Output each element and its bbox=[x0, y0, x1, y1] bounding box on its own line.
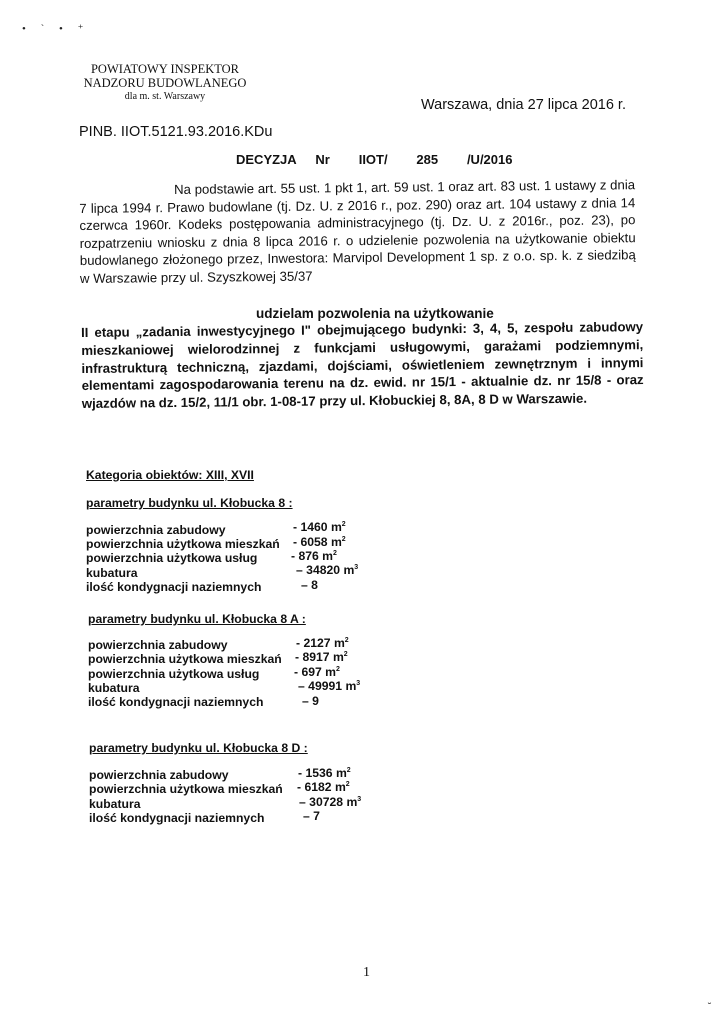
param-label: ilość kondygnacji naziemnych bbox=[88, 695, 264, 709]
scope-text: II etapu „zadania inwestycyjnego I" obejmującego budynki: 3, 4, 5, zespołu zabudowy mieszkaniowej wielorodzinnej z funkcjami usługowymi, garażami podziemnymi, infrastrukturą techniczną, zjazdami, dojściami, oświetleniem zewnętrznym i innymi elementami zagospodarowania terenu na dz. ewid. nr 15/1 - aktualnie dz. nr 15/8 - oraz wjazdów na dz. 15/2, 11/1 obr. 1-08-17 przy ul. Kłobuckiej 8, 8A, 8 D w Warszawie. bbox=[81, 319, 644, 412]
legal-basis-paragraph bbox=[79, 176, 636, 287]
param-label: powierzchnia zabudowy bbox=[89, 768, 229, 782]
page-number: 1 bbox=[363, 965, 370, 980]
param-value: – 8 bbox=[301, 578, 318, 592]
param-unit-exponent: 2 bbox=[343, 650, 348, 658]
authority-line-1: POWIATOWY INSPEKTOR bbox=[90, 62, 240, 76]
param-value: - 876 m bbox=[291, 549, 334, 563]
authority-line-2: NADZORU BUDOWLANEGO bbox=[83, 76, 247, 90]
param-unit-exponent: 3 bbox=[356, 679, 361, 687]
param-value: – 30728 m bbox=[299, 795, 358, 809]
param-value: - 6058 m bbox=[293, 535, 342, 549]
param-unit-exponent: 2 bbox=[341, 535, 346, 543]
decision-title: DECYZJA Nr IIOT/ 285 /U/2016 bbox=[236, 152, 513, 167]
param-unit-exponent: 2 bbox=[341, 520, 346, 528]
issuing-authority bbox=[70, 62, 260, 104]
place-and-date: Warszawa, dnia 27 lipca 2016 r. bbox=[421, 97, 626, 113]
scan-edge-mark: ˘ bbox=[708, 1002, 712, 1013]
building-params bbox=[89, 768, 389, 830]
param-label: powierzchnia użytkowa usług bbox=[88, 667, 260, 681]
case-reference: PINB. IIOT.5121.93.2016.KDu bbox=[79, 124, 273, 140]
param-label: ilość kondygnacji naziemnych bbox=[86, 580, 262, 594]
param-unit-exponent: 2 bbox=[344, 636, 349, 644]
authority-line-3: dla m. st. Warszawy bbox=[124, 91, 206, 102]
legal-basis-text: Na podstawie art. 55 ust. 1 pkt 1, art. 59 ust. 1 oraz art. 83 ust. 1 ustawy z dnia 7 lipca 1994 r. Prawo budowlane (tj. Dz. U. z 2016 r., poz. 290) oraz art. 104 ustawy z dnia 14 czerwca 1960r. Kodeks postępowania administracyjnego (tj. Dz. U. z 2016r., poz. 23), po rozpatrzeniu wniosku z dnia 8 lipca 2016 r. o udzielenie pozwolenia na użytkowanie obiektu budowlanego złożonego przez, Inwestora: Marvipol Development 1 sp. z o.o. sp. k. z siedzibą w Warszawie przy ul. Szyszkowej 35/37 bbox=[79, 177, 636, 286]
object-category: Kategoria obiektów: XIII, XVII bbox=[86, 468, 254, 482]
param-value: - 6182 m bbox=[297, 780, 346, 794]
param-unit-exponent: 3 bbox=[354, 563, 359, 571]
param-unit-exponent: 3 bbox=[357, 795, 362, 803]
param-unit-exponent: 2 bbox=[336, 665, 340, 673]
building-heading: parametry budynku ul. Kłobucka 8 A : bbox=[88, 612, 306, 626]
param-label: powierzchnia użytkowa mieszkań bbox=[88, 652, 282, 666]
building-params bbox=[88, 638, 388, 713]
param-value: – 34820 m bbox=[296, 563, 355, 577]
scan-artifact-marks: • ` • ⁺ bbox=[22, 23, 90, 35]
param-label: powierzchnia użytkowa usług bbox=[86, 551, 258, 565]
param-label: powierzchnia zabudowy bbox=[88, 638, 228, 652]
param-label: kubatura bbox=[86, 566, 138, 580]
scope-paragraph bbox=[81, 318, 644, 413]
param-unit-exponent: 2 bbox=[333, 549, 337, 557]
param-value: – 9 bbox=[302, 694, 319, 708]
param-value: - 697 m bbox=[294, 665, 337, 679]
param-value: – 49991 m bbox=[298, 679, 357, 693]
param-value: - 1536 m bbox=[298, 766, 347, 780]
param-value: – 7 bbox=[303, 809, 320, 823]
param-unit-exponent: 2 bbox=[345, 780, 350, 788]
building-heading: parametry budynku ul. Kłobucka 8 : bbox=[86, 496, 293, 510]
param-label: powierzchnia użytkowa mieszkań bbox=[86, 537, 280, 551]
param-label: kubatura bbox=[88, 681, 140, 695]
param-label: kubatura bbox=[89, 797, 141, 811]
building-heading: parametry budynku ul. Kłobucka 8 D : bbox=[89, 741, 308, 755]
building-params bbox=[86, 520, 386, 598]
param-value: - 8917 m bbox=[295, 650, 344, 664]
param-label: ilość kondygnacji naziemnych bbox=[89, 811, 265, 825]
param-label: powierzchnia zabudowy bbox=[86, 523, 226, 537]
grant-heading: udzielam pozwolenia na użytkowanie bbox=[256, 306, 494, 321]
param-unit-exponent: 2 bbox=[346, 766, 351, 774]
param-value: - 1460 m bbox=[293, 520, 342, 534]
param-label: powierzchnia użytkowa mieszkań bbox=[89, 782, 283, 796]
param-value: - 2127 m bbox=[296, 636, 345, 650]
